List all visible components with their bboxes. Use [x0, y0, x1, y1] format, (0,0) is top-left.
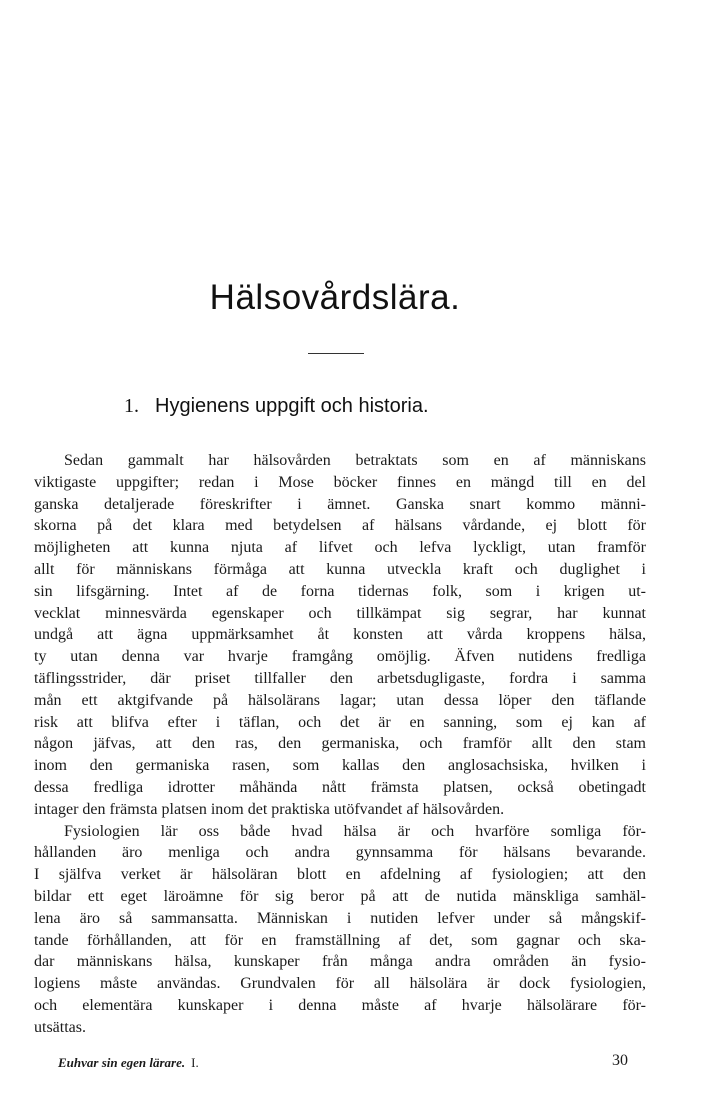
text-line: skorna på det klara med betydelsen af hälsans vårdande, ej blott för — [34, 517, 646, 535]
text-line: och elementära kunskaper i denna måste af hvarje hälsolärare för- — [34, 996, 646, 1014]
text-line: utsättas. — [34, 1018, 86, 1036]
footer-volume: I. — [191, 1055, 199, 1070]
text-line: dessa fredliga idrotter måhända nått främsta platsen, också obetingadt — [34, 778, 646, 796]
text-line: tande förhållanden, att för en framställning af det, som gagnar och ska- — [34, 931, 646, 949]
page-title: Hälsovårdslära. — [209, 278, 461, 317]
text-line: viktigaste uppgifter; redan i Mose böcker finnes en mängd till en del — [34, 473, 646, 491]
text-line: logiens måste användas. Grundvalen för all hälsolära är dock fysiologien, — [34, 975, 646, 993]
text-line: Sedan gammalt har hälsovården betraktats som en af människans — [64, 452, 646, 469]
text-line: täflingsstrider, där priset tillfaller den arbetsdugligaste, fordra i samma — [34, 669, 646, 687]
text-line: ganska detaljerade föreskrifter i ämnet. Ganska snart kommo männi- — [34, 495, 646, 513]
text-line: mån ett aktgifvande på hälsolärans lagar; utan dessa löper den täflande — [34, 691, 646, 709]
text-line: inom den germaniska rasen, som kallas den anglosachsiska, hvilken i — [34, 757, 646, 775]
body-text — [34, 450, 646, 1039]
text-line: möjligheten att kunna njuta af lifvet och lefva lyckligt, utan framför — [34, 539, 646, 557]
section-heading — [124, 395, 429, 418]
section-number: 1. — [124, 395, 139, 417]
text-line: Fysiologien lär oss både hvad hälsa är och hvarföre somliga för- — [64, 822, 646, 840]
footer-title: Euhvar sin egen lärare. — [58, 1055, 186, 1070]
text-line: risk att blifva efter i täflan, och det är en sanning, som ej kan af — [34, 713, 646, 731]
page-footer — [58, 1052, 628, 1074]
text-line: undgå att ägna uppmärksamhet åt konsten att vårda kroppens hälsa, — [34, 626, 646, 644]
text-line: ty utan denna var hvarje framgång omöjlig. Äfven nutidens fredliga — [34, 648, 646, 666]
section-title: Hygienens uppgift och historia. — [155, 395, 429, 417]
text-line: vecklat minnesvärda egenskaper och tillkämpat sig segrar, har kunnat — [34, 604, 646, 622]
footer-source — [58, 1055, 199, 1071]
text-line: lena äro så sammansatta. Människan i nutiden lefver under så mångskif- — [34, 909, 646, 927]
text-line: allt för människans förmåga att kunna utveckla kraft och duglighet i — [34, 560, 646, 578]
page-number: 30 — [612, 1052, 628, 1069]
title-divider — [308, 353, 364, 354]
text-line: hållanden äro menliga och andra gynnsamma för hälsans bevarande. — [34, 844, 646, 862]
text-line: intager den främsta platsen inom det praktiska utöfvandet af hälsovården. — [34, 800, 505, 818]
text-line: I själfva verket är hälsoläran blott en afdelning af fysiologien; att den — [34, 866, 646, 884]
text-line: någon jäfvas, att den ras, den germaniska, och framför allt den stam — [34, 735, 646, 753]
text-line: bildar ett eget läroämne för sig beror på att de nutida mänskliga samhäl- — [34, 887, 646, 905]
text-line: dar människans hälsa, kunskaper från många andra områden än fysio- — [34, 953, 646, 971]
text-line: sin lifsgärning. Intet af de forna tidernas folk, som i krigen ut- — [34, 582, 646, 600]
